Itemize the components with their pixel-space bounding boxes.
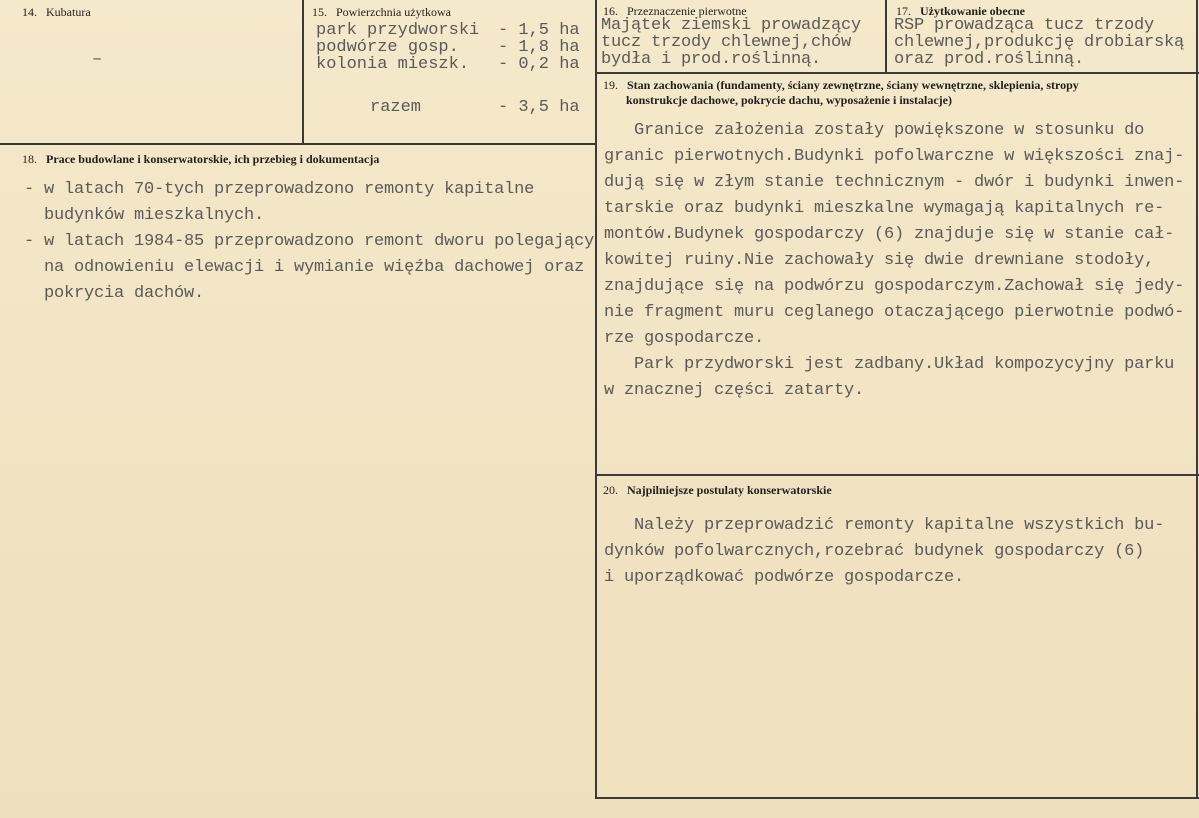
area-row-label: kolonia mieszk. [316, 55, 470, 74]
divider-h-bottom [595, 797, 1199, 799]
section-20-header [603, 483, 832, 497]
section-20-line: i uporządkować podwórze gospodarcze. [604, 568, 965, 587]
area-row-value: - 1,8 ha [498, 38, 580, 57]
area-total-value: - 3,5 ha [498, 98, 580, 117]
section-18-line: - w latach 1984-85 przeprowadzono remont dworu polegający [24, 232, 595, 251]
section-16-line: tucz trzody chlewnej,chów [601, 33, 852, 52]
section-18-header [22, 152, 379, 166]
section-18-title: Prace budowlane i konserwatorskie, ich przebieg i dokumentacja [46, 152, 380, 166]
section-20-line: Należy przeprowadzić remonty kapitalne wszystkich bu- [604, 516, 1165, 535]
section-20-title: Najpilniejsze postulaty konserwatorskie [627, 483, 832, 497]
section-19-title-line1: Stan zachowania (fundamenty, ściany zewnętrzne, ściany wewnętrzne, sklepienia, stropy [627, 78, 1079, 92]
area-total-label: razem [370, 98, 422, 117]
divider-v-16-17 [885, 0, 887, 72]
area-row-value: - 0,2 ha [498, 55, 580, 74]
divider-h-top-left [0, 143, 596, 145]
section-14-title: Kubatura [46, 5, 91, 19]
section-16-line: bydła i prod.roślinną. [601, 50, 822, 69]
section-19-title-line2: konstrukcje dachowe, pokrycie dachu, wyposażenie i instalacje) [626, 93, 952, 107]
section-19-line: nie fragment muru ceglanego otaczającego pierwotnie podwó- [604, 303, 1185, 322]
section-17-line: oraz prod.roślinną. [894, 50, 1085, 69]
section-18-number: 18. [22, 152, 37, 166]
section-16-number: 16. [603, 4, 618, 18]
area-row-label: podwórze gosp. [316, 38, 459, 57]
section-19-line: dują się w złym stanie technicznym - dwór i budynki inwen- [604, 173, 1185, 192]
section-19-line: kowitej ruiny.Nie zachowały się dwie drewniane stodoły, [604, 251, 1155, 270]
section-18-line: na odnowieniu elewacji i wymianie więźba dachowej oraz [24, 258, 585, 277]
section-16-line: Majątek ziemski prowadzący [601, 16, 862, 35]
divider-h-19-20 [595, 474, 1199, 476]
section-19-line: montów.Budynek gospodarczy (6) znajduje się w stanie cał- [604, 225, 1175, 244]
section-18-line: budynków mieszkalnych. [24, 206, 265, 225]
section-19-line: rze gospodarcze. [604, 329, 765, 348]
divider-h-top-right [595, 72, 1199, 74]
area-row-label: park przydworski [316, 21, 480, 40]
section-15-title: Powierzchnia użytkowa [336, 5, 451, 19]
section-17-line: RSP prowadząca tucz trzody [894, 16, 1155, 35]
section-18-line: pokrycia dachów. [24, 284, 205, 303]
section-16-title: Przeznaczenie pierwotne [627, 4, 747, 18]
section-20-line: dynków pofolwarcznych,rozebrać budynek gospodarczy (6) [604, 542, 1145, 561]
section-19-header [603, 78, 1079, 92]
section-19-line: tarskie oraz budynki mieszkalne wymagają kapitalnych re- [604, 199, 1165, 218]
divider-v-right-edge [1196, 0, 1198, 798]
section-17-number: 17. [896, 4, 911, 18]
section-15-header [312, 5, 451, 19]
section-17-line: chlewnej,produkcję drobiarską [894, 33, 1185, 52]
section-17-title: Użytkowanie obecne [920, 4, 1025, 18]
section-14-value: – [92, 50, 103, 69]
section-19-line: Park przydworski jest zadbany.Układ kompozycyjny parku [604, 355, 1175, 374]
area-row-value: - 1,5 ha [498, 21, 580, 40]
section-20-number: 20. [603, 483, 618, 497]
section-19-line: w znacznej części zatarty. [604, 381, 865, 400]
section-15-number: 15. [312, 5, 327, 19]
section-19-line: znajdujące się na podwórzu gospodarczym.Zachował się jedy- [604, 277, 1185, 296]
divider-v-main [595, 0, 597, 798]
section-19-line: Granice założenia zostały powiększone w stosunku do [604, 121, 1145, 140]
section-19-number: 19. [603, 78, 618, 92]
section-19-line: granic pierwotnych.Budynki pofolwarczne w większości znaj- [604, 147, 1185, 166]
section-14-header [22, 5, 91, 19]
divider-v-14-15 [302, 0, 304, 143]
section-14-number: 14. [22, 5, 37, 19]
section-18-line: - w latach 70-tych przeprowadzono remonty kapitalne [24, 180, 535, 199]
